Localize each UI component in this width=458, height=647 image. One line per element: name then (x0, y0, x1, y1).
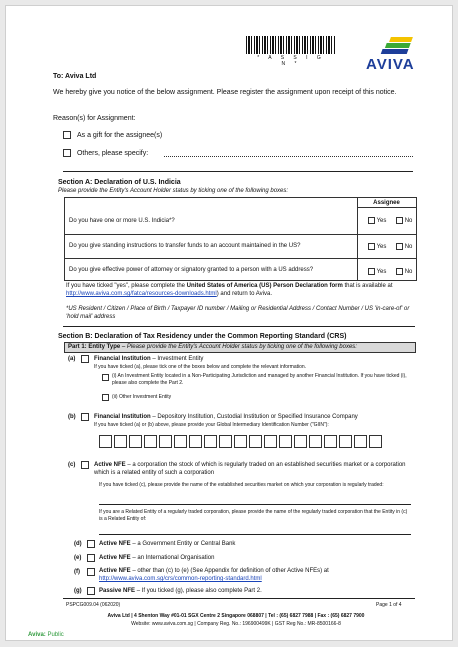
option-d-title: Active NFE – a Government Entity or Central Bank (99, 541, 236, 547)
option-letter: (e) (74, 555, 82, 561)
section-b-title: Section B: Declaration of Tax Residency under the Common Reporting Standard (CRS) (58, 333, 347, 340)
option-a-title: Financial Institution – Investment Entity (94, 356, 204, 362)
q1-answer[interactable] (368, 217, 412, 224)
part1-header: Part 1: Entity Type – Please provide the Entity's Account Holder status by ticking one of the following boxes: (64, 342, 416, 353)
no-label: No (404, 244, 413, 251)
option-letter: (a) (68, 356, 76, 362)
gift-checkbox[interactable] (63, 131, 71, 139)
no-label: No (404, 218, 413, 225)
divider (63, 326, 415, 327)
option-c-title: Active NFE – a corporation the stock of which is regularly traded on an established securities market or a corporation which is a related entity of such a corporation (94, 462, 406, 476)
option-c-subtext-related: If you are a Related Entity of a regularly traded corporation, please provide the name of the regularly traded corporation that the Entity in (c) is a Related Entity of: (99, 509, 408, 522)
crs-link[interactable]: http://www.aviva.com.sg/crs/common-reporting-standard.html (99, 576, 262, 582)
option-e-title: Active NFE – an International Organisation (99, 555, 215, 561)
others-specify-field[interactable] (164, 156, 413, 157)
option-c-checkbox[interactable] (81, 461, 89, 469)
option-d-checkbox[interactable] (87, 540, 95, 548)
website-line: Website: www.aviva.com.sg | Company Reg. No.: 196900499K | GST Reg No.: MR-8500166-8 (131, 621, 341, 627)
no-label: No (404, 269, 413, 276)
option-g-checkbox[interactable] (87, 587, 95, 595)
reason-others-option[interactable] (63, 149, 148, 158)
giin-input[interactable] (99, 435, 399, 449)
divider (63, 171, 413, 172)
section-a-instruction: Please provide the Entity's Account Holder status by ticking one of the following boxes: (58, 188, 289, 194)
question-power-of-attorney: Do you give effective power of attorney or signatory granted to a person with a US address? (69, 267, 314, 273)
yes-checkbox[interactable] (368, 217, 375, 224)
securities-market-field[interactable] (99, 504, 411, 505)
fatca-download-link[interactable]: http://www.aviva.com.sg/fatca/resources-downloads.html (66, 291, 217, 297)
no-checkbox[interactable] (396, 243, 403, 250)
us-indicia-table (64, 197, 417, 281)
document-page (5, 5, 453, 641)
yes-label: Yes (376, 218, 387, 225)
option-e-checkbox[interactable] (87, 554, 95, 562)
assignee-header: Assignee (373, 200, 400, 206)
classification-label: Aviva: Public (28, 632, 64, 638)
option-a-ii-text: (ii) Other Investment Entity (112, 394, 172, 400)
option-b-checkbox[interactable] (81, 413, 89, 421)
q2-answer[interactable] (368, 243, 412, 250)
barcode-text: * A S S I G N * (257, 55, 325, 67)
reason-gift-option[interactable] (63, 131, 162, 140)
yes-checkbox[interactable] (368, 243, 375, 250)
reasons-label: Reason(s) for Assignment: (53, 115, 136, 122)
question-standing-instructions: Do you give standing instructions to transfer funds to an account maintained in the US? (69, 243, 301, 249)
barcode (246, 36, 336, 54)
no-checkbox[interactable] (396, 217, 403, 224)
others-label: Others, please specify: (76, 150, 149, 157)
option-c-subtext: If you have ticked (c), please provide the name of the established securities market on which your corporation is regularly traded: (99, 482, 384, 488)
section-a-title: Section A: Declaration of U.S. Indicia (58, 179, 181, 186)
option-letter: (g) (74, 588, 82, 594)
option-f-title: Active NFE – other than (c) to (e) (See Appendix for definition of other Active NFEs) at (99, 568, 329, 574)
q3-answer[interactable] (368, 268, 412, 275)
yes-checkbox[interactable] (368, 268, 375, 275)
question-us-indicia: Do you have one or more U.S. Indicia*? (69, 218, 175, 224)
aviva-logo-text: AVIVA (366, 56, 415, 73)
option-a-i-checkbox[interactable] (102, 374, 109, 381)
option-letter: (c) (68, 462, 76, 468)
option-letter: (f) (74, 569, 80, 575)
gift-label: As a gift for the assignee(s) (76, 132, 163, 139)
option-b-title: Financial Institution – Depository Institution, Custodial Institution or Specified Insurance Company (94, 414, 358, 420)
us-indicia-footnote: *US Resident / Citizen / Place of Birth / Taxpayer ID number / Mailing or Residential Address / Contact Number / US 'in-care-of' or 'hold mail' address (66, 306, 410, 320)
notice-text: We hereby give you notice of the below assignment. Please register the assignment upon receipt of this notice. (53, 89, 397, 96)
no-checkbox[interactable] (396, 268, 403, 275)
related-corporation-field[interactable] (99, 534, 411, 535)
option-letter: (b) (68, 414, 76, 420)
yes-label: Yes (376, 269, 387, 276)
option-a-i-text: (i) An Investment Entity located in a Non-Participating Jurisdiction and managed by another Financial Institution. If you have ticked (i), please also complete the Part 2. (112, 373, 407, 386)
option-letter: (d) (74, 541, 82, 547)
us-declaration-note: If you have ticked "yes", please complete the United States of America (US) Person Declaration form that is available at http://www.aviva.com.sg/fatca/resources-downloads.html) and return to Aviva. (66, 283, 393, 297)
option-f-checkbox[interactable] (87, 568, 95, 576)
option-a-subtext: If you have ticked (a), please tick one of the boxes below and complete the relevant information. (94, 364, 307, 370)
form-code: PSPCG009.04 (062020) (66, 602, 121, 608)
divider (63, 598, 415, 599)
aviva-logo-icon (378, 34, 428, 56)
option-b-subtext: If you have ticked (a) or (b) above, please provide your Global Intermediary Identification Number ("GIIN"): (94, 422, 329, 428)
others-checkbox[interactable] (63, 149, 71, 157)
company-line: Aviva Ltd | 4 Shenton Way #01-01 SGX Centre 2 Singapore 068807 | Tel : (65) 6827 7988 | Fax : (65) 6827 7900 (107, 613, 365, 619)
option-a-checkbox[interactable] (81, 355, 89, 363)
option-g-title: Passive NFE – If you ticked (g), please also complete Part 2. (99, 588, 262, 594)
recipient-line: To: Aviva Ltd (53, 73, 97, 80)
page-number: Page 1 of 4 (376, 602, 402, 608)
option-a-ii-checkbox[interactable] (102, 394, 109, 401)
yes-label: Yes (376, 244, 387, 251)
